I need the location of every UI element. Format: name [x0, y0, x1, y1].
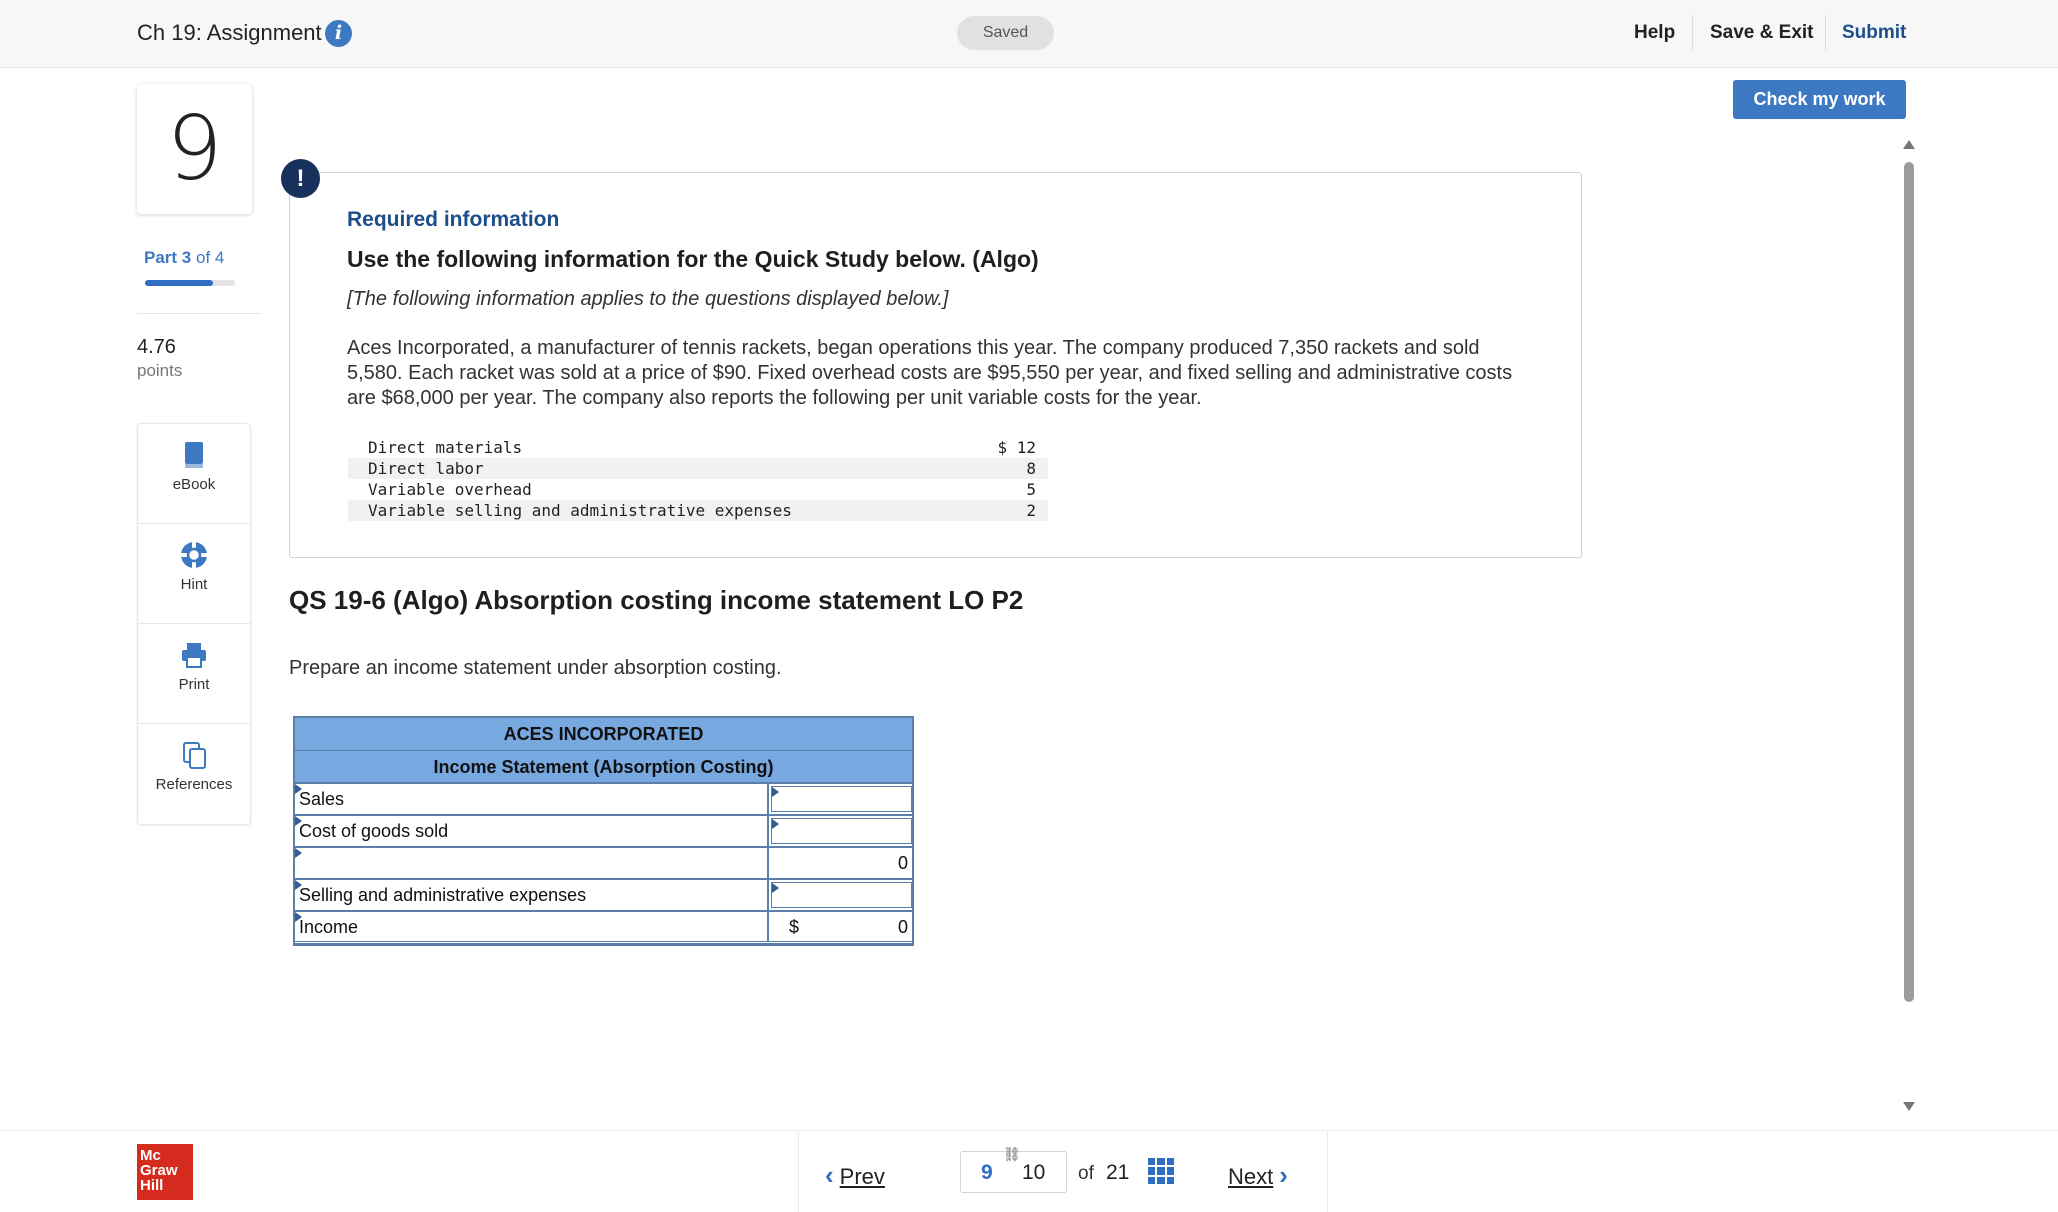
dropdown-marker-icon — [772, 883, 779, 893]
statement-subtitle: Income Statement (Absorption Costing) — [295, 751, 912, 784]
grid-view-icon[interactable] — [1148, 1158, 1174, 1184]
table-row — [348, 500, 1048, 521]
dropdown-marker-icon — [295, 912, 302, 922]
mcgraw-hill-logo — [137, 1144, 193, 1200]
save-exit-link[interactable]: Save & Exit — [1710, 22, 1814, 43]
top-header — [0, 0, 2058, 68]
currency-symbol: $ — [789, 917, 800, 937]
submit-link[interactable]: Submit — [1842, 22, 1907, 43]
next-button[interactable] — [1222, 1160, 1288, 1191]
print-button[interactable] — [138, 640, 250, 724]
chevron-right-icon: › — [1279, 1160, 1288, 1190]
required-info-paragraph: Aces Incorporated, a manufacturer of tennis rackets, began operations this year. The company produced 7,350 rackets and sold 5,580. Each racket was sold at a price of $90. Fixed overhead costs are $95,550 per year, and fixed selling and administrative costs are $68,000 per year. The company also reports the following per unit variable costs for the year. — [347, 337, 1513, 409]
part-indicator — [144, 248, 224, 268]
cogs-amount-input[interactable] — [771, 818, 912, 844]
subtotal-value — [771, 848, 912, 878]
dropdown-marker-icon — [295, 848, 302, 858]
dropdown-marker-icon — [772, 819, 779, 829]
check-my-work-button[interactable]: Check my work — [1733, 80, 1906, 119]
question-number: 9 — [137, 84, 252, 214]
sales-label-select[interactable] — [295, 784, 769, 814]
scroll-up-arrow-icon[interactable] — [1903, 140, 1915, 149]
hint-button[interactable] — [138, 540, 250, 624]
saved-status-badge: Saved — [957, 16, 1054, 50]
part-progress-fill — [145, 280, 213, 286]
statement-company: ACES INCORPORATED — [295, 718, 912, 751]
dropdown-marker-icon — [295, 784, 302, 794]
copy-icon — [179, 740, 209, 770]
prev-button[interactable] — [825, 1160, 891, 1191]
question-title: QS 19-6 (Algo) Absorption costing income statement LO P2 — [289, 585, 1024, 615]
cost-label: Direct materials — [368, 438, 523, 457]
required-info-heading: Use the following information for the Quick Study below. (Algo) — [347, 246, 1039, 272]
row-value: 0 — [897, 917, 908, 937]
ebook-button[interactable] — [138, 440, 250, 524]
row-label: Sales — [299, 789, 345, 809]
logo-line: Hill — [140, 1177, 164, 1194]
row-label: Cost of goods sold — [299, 821, 449, 841]
print-label: Print — [178, 676, 210, 693]
cost-amount: 8 — [954, 458, 1048, 479]
required-info-note: [The following information applies to the questions displayed below.] — [347, 288, 949, 310]
current-page[interactable]: 9 — [981, 1161, 993, 1184]
question-prompt: Prepare an income statement under absorption costing. — [289, 657, 782, 679]
table-row — [295, 784, 912, 816]
link-icon: ⛓ — [1003, 1146, 1021, 1162]
subtotal-label-select[interactable] — [295, 848, 769, 878]
cost-amount: 2 — [954, 500, 1048, 521]
table-row — [295, 880, 912, 912]
table-row — [348, 437, 1048, 458]
total-pages: 21 — [1106, 1161, 1130, 1184]
part-total: of 4 — [195, 248, 225, 267]
table-row — [295, 848, 912, 880]
sga-label-select[interactable] — [295, 880, 769, 910]
rail-divider — [137, 313, 262, 314]
income-value — [771, 912, 912, 942]
table-row — [348, 479, 1048, 500]
references-label: References — [155, 776, 233, 793]
sga-amount-input[interactable] — [771, 882, 912, 908]
cost-amount: 5 — [1026, 480, 1036, 499]
cost-label: Direct labor — [348, 458, 954, 479]
scroll-down-arrow-icon[interactable] — [1903, 1102, 1915, 1111]
info-icon[interactable]: i — [325, 20, 352, 47]
scrollbar-thumb[interactable] — [1904, 162, 1914, 1002]
page-of-label: of — [1078, 1163, 1094, 1184]
chevron-left-icon: ‹ — [825, 1160, 834, 1190]
header-divider — [1825, 15, 1826, 51]
points-label: points — [137, 361, 183, 380]
references-button[interactable] — [138, 740, 250, 824]
assignment-title: Ch 19: Assignment — [137, 20, 322, 45]
row-label: Income — [299, 917, 359, 937]
variable-cost-table — [348, 437, 1048, 521]
header-divider — [1692, 15, 1693, 51]
logo-line: Mc — [140, 1147, 161, 1164]
hint-label: Hint — [180, 576, 208, 593]
income-statement — [293, 716, 914, 946]
sales-amount-input[interactable] — [771, 786, 912, 812]
dropdown-marker-icon — [295, 816, 302, 826]
alert-icon: ! — [281, 159, 320, 198]
cost-label: Variable overhead — [368, 480, 532, 499]
printer-icon — [179, 640, 209, 670]
table-row — [295, 912, 912, 944]
ebook-label: eBook — [172, 476, 216, 493]
row-value: 0 — [897, 853, 908, 873]
dropdown-marker-icon — [295, 880, 302, 890]
prev-label: Prev — [839, 1164, 885, 1189]
book-icon — [179, 440, 209, 470]
tools-panel — [137, 423, 251, 825]
next-label: Next — [1228, 1164, 1274, 1189]
table-row — [295, 816, 912, 848]
cost-amount: $ 12 — [997, 438, 1036, 457]
cost-label: Variable selling and administrative expenses — [348, 500, 954, 521]
row-label: Selling and administrative expenses — [299, 885, 587, 905]
cogs-label-select[interactable] — [295, 816, 769, 846]
help-link[interactable]: Help — [1634, 22, 1676, 43]
lifebuoy-icon — [179, 540, 209, 570]
table-row — [348, 458, 1048, 479]
logo-line: Graw — [140, 1162, 178, 1179]
income-label-select[interactable] — [295, 912, 769, 942]
dropdown-marker-icon — [772, 787, 779, 797]
required-info-title: Required information — [347, 208, 560, 231]
next-page-number[interactable]: 10 — [1022, 1161, 1046, 1184]
part-number: Part 3 — [144, 248, 192, 267]
points-value: 4.76 — [137, 336, 176, 358]
